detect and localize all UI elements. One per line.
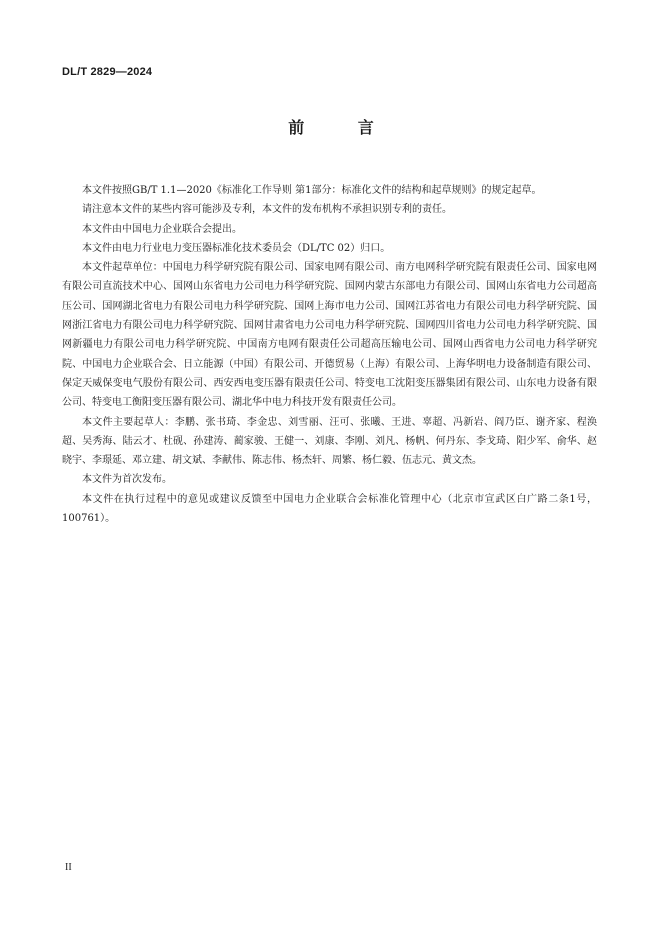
paragraph-feedback: 本文件在执行过程中的意见或建议反馈至中国电力企业联合会标准化管理中心（北京市宣武区白广路二条1号，100761）。 <box>62 493 597 525</box>
paragraph-drafting-units: 本文件起草单位：中国电力科学研究院有限公司、国家电网有限公司、南方电网科学研究院有限责任公司、国家电网有限公司直流技术中心、国网山东省电力公司电力科学研究院、国网内蒙古东部电力有限公司、国网山东省电力公司超高压公司、国网湖北省电力有限公司电力科学研究院、国网上海市电力公司、国网江苏省电力有限公司电力科学研究院、国网浙江省电力有限公司电力科学研究院、国网甘肃省电力公司电力科学研究院、国网四川省电力公司电力科学研究院、国网新疆电力有限公司电力科学研究院、中国南方电网有限责任公司超高压输电公司、国网山西省电力公司电力科学研究院、中国电力企业联合会、日立能源（中国）有限公司、开德贸易（上海）有限公司、上海华明电力设备制造有限公司、保定天威保变电气股份有限公司、西安西电变压器有限责任公司、特变电工沈阳变压器集团有限公司、山东电力设备有限公司、特变电工衡阳变压器有限公司、湖北华中电力科技开发有限责任公司。 <box>62 262 597 409</box>
paragraph-drafters: 本文件主要起草人：李鹏、张书琦、李金忠、刘雪丽、汪可、张曦、王进、辜超、冯新岩、阎乃臣、谢齐家、程涣超、吴秀海、陆云才、杜砚、孙建涛、蔺家骏、王健一、刘康、李刚、刘凡、杨帆、何丹东、李戈琦、阳少军、俞华、赵晓宇、李璟延、邓立建、胡文斌、李献伟、陈志伟、杨杰轩、周繁、杨仁毅、伍志元、黄文杰。 <box>62 416 597 467</box>
page-title: 前 言 <box>288 118 398 137</box>
paragraph-drafting-rules: 本文件按照GB/T 1.1—2020《标准化工作导则 第1部分：标准化文件的结构和起草规则》的规定起草。 <box>82 185 542 196</box>
foreword-body <box>62 181 597 528</box>
standard-code: DL/T 2829—2024 <box>62 66 153 78</box>
page-number: II <box>65 862 72 873</box>
paragraph-committee: 本文件由电力行业电力变压器标准化技术委员会（DL/TC 02）归口。 <box>82 242 391 254</box>
paragraph-patent-notice: 请注意本文件的某些内容可能涉及专利，本文件的发布机构不承担识别专利的责任。 <box>82 204 452 216</box>
paragraph-proposer: 本文件由中国电力企业联合会提出。 <box>82 223 242 235</box>
paragraph-first-release: 本文件为首次发布。 <box>82 474 172 486</box>
